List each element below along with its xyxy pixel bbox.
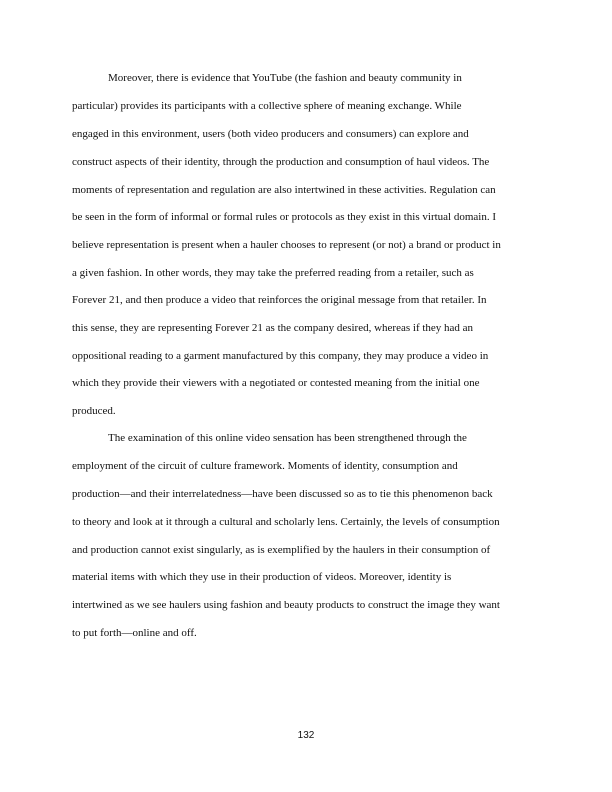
paragraph-line: The examination of this online video sensation has been strengthened through the <box>108 432 467 444</box>
paragraph-line: production—and their interrelatedness—have been discussed so as to tie this phenomenon back <box>72 488 493 500</box>
paragraph-line: and production cannot exist singularly, as is exemplified by the haulers in their consumption of <box>72 544 491 556</box>
paragraph-line: material items with which they use in their production of videos. Moreover, identity is <box>72 571 452 583</box>
paragraph-line: be seen in the form of informal or formal rules or protocols as they exist in this virtual domain. I <box>72 211 497 223</box>
paragraph-line: oppositional reading to a garment manufactured by this company, they may produce a video in <box>72 350 489 362</box>
page-number: 132 <box>297 730 315 741</box>
paragraph-line: intertwined as we see haulers using fashion and beauty products to construct the image they want <box>72 599 500 611</box>
paragraph-line: a given fashion. In other words, they may take the preferred reading from a retailer, such as <box>72 267 474 279</box>
paragraph-line: believe representation is present when a hauler chooses to represent (or not) a brand or product in <box>72 239 501 251</box>
paragraph-line: employment of the circuit of culture framework. Moments of identity, consumption and <box>72 460 458 472</box>
paragraph-line: which they provide their viewers with a negotiated or contested meaning from the initial one <box>72 377 480 389</box>
paragraph-line: construct aspects of their identity, through the production and consumption of haul videos. The <box>72 156 490 168</box>
paragraph-line: this sense, they are representing Forever 21 as the company desired, whereas if they had an <box>72 322 474 334</box>
paragraph-line: Moreover, there is evidence that YouTube (the fashion and beauty community in <box>108 72 462 84</box>
paragraph-line: moments of representation and regulation are also intertwined in these activities. Regulation can <box>72 184 496 196</box>
paragraph-line: engaged in this environment, users (both video producers and consumers) can explore and <box>72 128 469 140</box>
paragraph-line: to theory and look at it through a cultural and scholarly lens. Certainly, the levels of consumption <box>72 516 500 528</box>
paragraph-line: particular) provides its participants with a collective sphere of meaning exchange. While <box>72 100 462 112</box>
paragraph-line: Forever 21, and then produce a video that reinforces the original message from that retailer. In <box>72 294 487 306</box>
paragraph-line: produced. <box>72 405 116 417</box>
paragraph-line: to put forth—online and off. <box>72 627 197 639</box>
